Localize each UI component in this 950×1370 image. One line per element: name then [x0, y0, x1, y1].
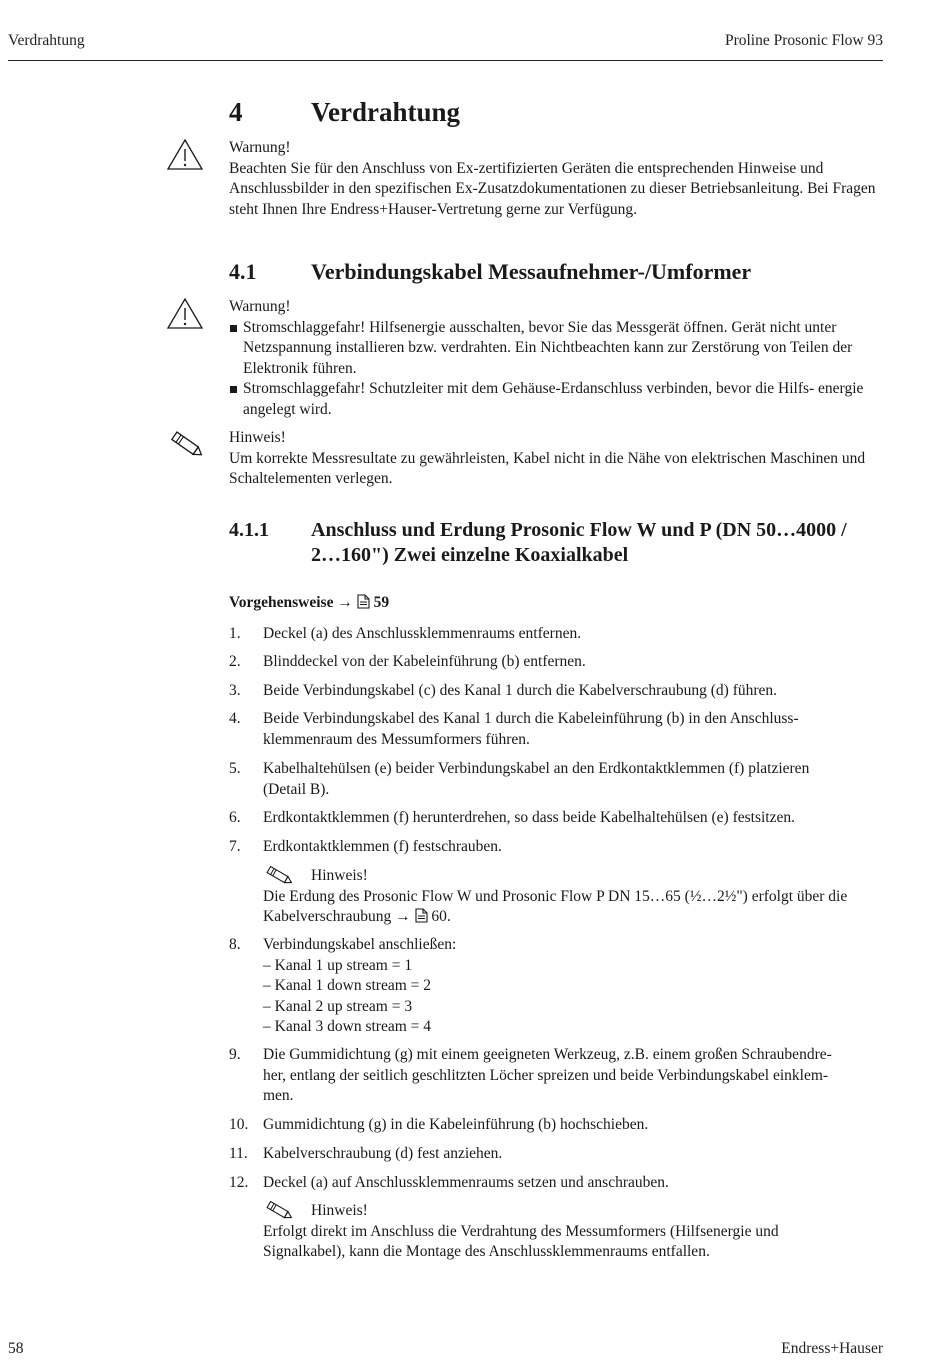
arrow-icon: → — [337, 594, 353, 611]
warning-triangle-icon — [165, 137, 205, 173]
note-block — [263, 866, 884, 928]
warning-list — [229, 318, 884, 421]
step-text: Blinddeckel von der Kabeleinführung (b) entfernen. — [263, 653, 586, 670]
step-item — [229, 652, 884, 673]
step-text: Gummidichtung (g) in die Kabeleinführung (b) hochschieben. — [263, 1116, 649, 1133]
list-item: – Kanal 2 up stream = 3 — [263, 997, 884, 1018]
list-item: Stromschlaggefahr! Schutzleiter mit dem Gehäuse-Erdanschluss verbinden, bevor die Hilfs- energie angelegt wird. — [229, 379, 884, 420]
step-item — [229, 1045, 884, 1107]
step-item — [229, 709, 884, 750]
note-label: Hinweis! — [311, 1202, 368, 1219]
warning-triangle-icon — [165, 296, 205, 332]
step-text-line: (Detail B). — [263, 780, 330, 798]
subsubsection-title — [311, 518, 886, 568]
step-text: Beide Verbindungskabel (c) des Kanal 1 durch die Kabelverschraubung (d) führen. — [263, 682, 778, 699]
step-number: 4. — [229, 710, 241, 727]
step-item — [229, 935, 884, 1038]
step-number: 7. — [229, 838, 241, 855]
step-number: 6. — [229, 809, 241, 826]
note-text-line — [263, 907, 884, 928]
pencil-note-icon — [263, 866, 299, 886]
step-text — [263, 759, 884, 800]
section-title: Verdrahtung — [311, 97, 461, 127]
procedure-label: Vorgehensweise — [229, 594, 334, 611]
step-note — [229, 1201, 884, 1263]
step-number: 1. — [229, 625, 241, 642]
warning-text: Beachten Sie für den Anschluss von Ex-zertifizierten Geräten die entsprechenden Hinweise und Anschlussbilder in den spezifischen Ex-Zusatzdokumentationen zu dieser Betriebsanleitung. Bei Fragen steht Ihnen Ihre Endress+Hauser-Vertretung gerne zur Verfügung. — [229, 159, 876, 218]
running-header-chapter: Verdrahtung — [8, 32, 85, 49]
step-text-line: men. — [263, 1087, 294, 1104]
step-text-line: klemmenraum des Messumformers führen. — [263, 730, 530, 748]
step-text: Kabelverschraubung (d) fest anziehen. — [263, 1145, 503, 1162]
subsubsection-number: 4.1.1 — [229, 519, 269, 541]
step-number: 8. — [229, 936, 241, 953]
page-reference-icon — [415, 908, 428, 923]
step-item — [229, 837, 884, 858]
subsection-warning — [229, 297, 884, 420]
list-item: – Kanal 1 up stream = 1 — [263, 956, 884, 977]
note-text-line: Erfolgt direkt im Anschluss die Verdrahtung des Messumformers (Hilfsenergie und — [263, 1222, 779, 1240]
step-item — [229, 624, 884, 645]
note-text: Um korrekte Messresultate zu gewährleisten, Kabel nicht in die Nähe von elektrischen Maschinen und Schaltelementen verlegen. — [229, 449, 866, 487]
step-item — [229, 1173, 884, 1194]
page-reference-icon — [357, 594, 370, 609]
section-warning — [229, 138, 884, 220]
step-text: Erdkontaktklemmen (f) festschrauben. — [263, 838, 502, 855]
step-text: Erdkontaktklemmen (f) herunterdrehen, so dass beide Kabelhaltehülsen (e) festsitzen. — [263, 809, 795, 826]
step-text — [263, 709, 884, 750]
note-text: Kabelverschraubung — [263, 908, 392, 925]
step-item — [229, 1115, 884, 1136]
step-text — [263, 1045, 884, 1107]
section-number: 4 — [229, 97, 243, 127]
step-number: 11. — [229, 1145, 248, 1162]
channel-list — [263, 956, 884, 1038]
step-item — [229, 759, 884, 800]
step-number: 5. — [229, 760, 241, 777]
subsection-note — [229, 428, 884, 490]
list-item: – Kanal 3 down stream = 4 — [263, 1017, 884, 1038]
note-text-line: Die Erdung des Prosonic Flow W und Prosonic Flow P DN 15…65 (½…2½") erfolgt über die — [263, 887, 848, 905]
step-note — [229, 866, 884, 928]
step-number: 3. — [229, 682, 241, 699]
page-number: 58 — [8, 1340, 24, 1357]
step-text — [263, 935, 884, 1038]
note-heading — [263, 866, 884, 887]
title-line: Anschluss und Erdung Prosonic Flow W und P (DN 50…4000 / — [311, 519, 847, 541]
note-text-line: Signalkabel), kann die Montage des Anschlussklemmenraums entfallen. — [263, 1243, 710, 1260]
footer-brand: Endress+Hauser — [781, 1340, 883, 1357]
step-number: 12. — [229, 1174, 249, 1191]
step-item — [229, 1144, 884, 1165]
pencil-note-icon — [263, 1201, 299, 1221]
pencil-note-icon — [165, 427, 205, 463]
note-block — [263, 1201, 884, 1263]
subsection-title: Verbindungskabel Messaufnehmer-/Umformer — [311, 259, 752, 284]
step-number: 2. — [229, 653, 241, 670]
step-text-line: Beide Verbindungskabel des Kanal 1 durch die Kabeleinführung (b) in den Anschluss- — [263, 710, 799, 727]
warning-label: Warnung! — [229, 139, 291, 156]
step-item — [229, 808, 884, 829]
step-item — [229, 681, 884, 702]
list-item: – Kanal 1 down stream = 2 — [263, 976, 884, 997]
header-rule — [8, 60, 883, 61]
step-text-line: Die Gummidichtung (g) mit einem geeigneten Werkzeug, z.B. einem großen Schraubendre- — [263, 1046, 832, 1063]
note-heading — [263, 1201, 884, 1222]
step-text-line: her, entlang der seitlich geschlitzten Löcher spreizen und beide Verbindungskabel einklem- — [263, 1066, 829, 1084]
step-text: Deckel (a) des Anschlussklemmenraums entfernen. — [263, 625, 582, 642]
note-label: Hinweis! — [229, 429, 286, 446]
page-reference: 60. — [431, 908, 451, 925]
step-number: 9. — [229, 1046, 241, 1063]
running-header-product: Proline Prosonic Flow 93 — [724, 32, 883, 49]
title-line: 2…160") Zwei einzelne Koaxialkabel — [311, 544, 629, 566]
list-item: Stromschlaggefahr! Hilfsenergie ausschalten, bevor Sie das Messgerät öffnen. Gerät nicht unter Netzspannung installieren bzw. verdrahten. Ein Nichtbeachten kann zur Zerstörung von Teilen der Elektronik führen. — [229, 318, 884, 380]
step-text-line: Kabelhaltehülsen (e) beider Verbindungskabel an den Erdkontaktklemmen (f) platzieren — [263, 760, 810, 777]
page-reference: 59 — [373, 594, 390, 611]
step-text: Deckel (a) auf Anschlussklemmenraums setzen und anschrauben. — [263, 1174, 669, 1191]
arrow-icon: → — [395, 908, 411, 925]
note-label: Hinweis! — [311, 867, 368, 884]
warning-label: Warnung! — [229, 298, 291, 315]
step-text-line: Verbindungskabel anschließen: — [263, 936, 457, 953]
subsection-number: 4.1 — [229, 259, 257, 284]
procedure-heading — [229, 594, 389, 612]
step-number: 10. — [229, 1116, 249, 1133]
